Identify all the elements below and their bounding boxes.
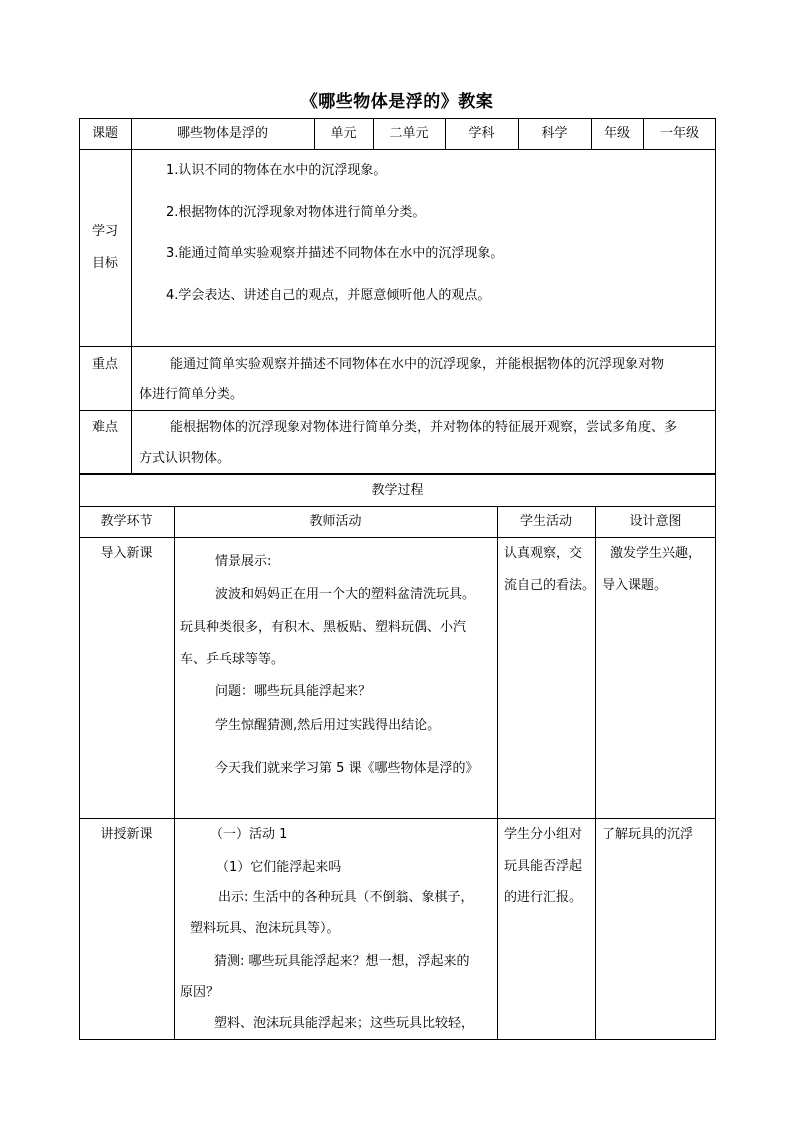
unit-value: 二单元: [389, 126, 429, 141]
objective-item: 2.根据物体的沉浮现象对物体进行简单分类。: [166, 205, 426, 220]
teacher-line: 学生惊醒猜测,然后用过实践得出结论。: [215, 718, 441, 733]
student-activity: 流自己的看法。: [504, 578, 596, 593]
difficulty-label: 难点: [91, 420, 118, 435]
topic-label: 课题: [91, 126, 118, 141]
objectives-label: 目标: [91, 256, 118, 271]
row-divider: [79, 149, 716, 150]
teacher-line: 车、乒乓球等等。: [180, 652, 285, 667]
design-intent: 导入课题。: [602, 578, 668, 593]
teacher-line: 波波和妈妈正在用一个大的塑料盆清洗玩具。: [215, 587, 476, 602]
key-point-text: 体进行简单分类。: [139, 387, 244, 402]
design-intent: 了解玩具的沉浮: [602, 827, 694, 842]
document-title: 《哪些物体是浮的》教案: [300, 92, 494, 112]
col-divider: [174, 506, 175, 1040]
col-divider: [131, 118, 132, 474]
grade-label: 年级: [603, 126, 630, 141]
teacher-line: 猜测: 哪些玩具能浮起来？想一想，浮起来的: [214, 954, 470, 969]
student-activity: 玩具能否浮起: [504, 859, 583, 874]
objectives-label: 学习: [91, 224, 118, 239]
stage-name: 导入新课: [100, 546, 153, 561]
teacher-line: 塑料玩具、泡沫玩具等）。: [190, 921, 340, 936]
column-header: 设计意图: [629, 514, 682, 529]
teacher-line: 情景展示:: [215, 554, 272, 569]
key-point-text: 能通过简单实验观察并描述不同物体在水中的沉浮现象，并能根据物体的沉浮现象对物: [170, 357, 665, 372]
topic-value: 哪些物体是浮的: [176, 126, 268, 141]
subject-value: 科学: [541, 126, 568, 141]
column-header: 教师活动: [309, 514, 362, 529]
objective-item: 1.认识不同的物体在水中的沉浮现象。: [166, 163, 387, 178]
stage-name: 讲授新课: [100, 827, 153, 842]
student-activity: 学生分小组对: [504, 827, 583, 842]
design-intent: 激发学生兴趣，: [610, 546, 702, 561]
process-section-title: 教学过程: [371, 483, 424, 498]
key-point-label: 重点: [91, 357, 118, 372]
difficulty-text: 能根据物体的沉浮现象对物体进行简单分类，并对物体的特征展开观察，尝试多角度、多: [170, 420, 678, 435]
teacher-line: （1）它们能浮起来吗: [216, 860, 342, 875]
teacher-line: 今天我们就来学习第 5 课《哪些物体是浮的》: [215, 761, 479, 776]
col-divider: [497, 506, 498, 1040]
subject-label: 学科: [468, 126, 495, 141]
teacher-line: 玩具种类很多，有积木、黑板贴、塑料玩偶、小汽: [180, 620, 467, 635]
column-header: 教学环节: [100, 514, 153, 529]
teacher-line: 原因？: [180, 985, 220, 1000]
difficulty-text: 方式认识物体。: [139, 451, 231, 466]
unit-label: 单元: [330, 126, 357, 141]
teacher-line: 问题：哪些玩具能浮起来？: [215, 684, 372, 699]
column-header: 学生活动: [519, 514, 572, 529]
row-divider: [79, 346, 716, 347]
student-activity: 的进行汇报。: [504, 890, 583, 905]
objective-item: 3.能通过简单实验观察并描述不同物体在水中的沉浮现象。: [166, 246, 504, 261]
teacher-line: 出示: 生活中的各种玩具（不倒翁、象棋子，: [218, 890, 474, 905]
teacher-line: （一）活动 1: [210, 827, 288, 842]
row-divider: [79, 410, 716, 411]
grade-value: 一年级: [659, 126, 699, 141]
objective-item: 4.学会表达、讲述自己的观点，并愿意倾听他人的观点。: [166, 288, 491, 303]
col-divider: [595, 506, 596, 1040]
student-activity: 认真观察，交: [504, 546, 583, 561]
teacher-line: 塑料、泡沫玩具能浮起来；这些玩具比较轻，: [214, 1016, 475, 1031]
